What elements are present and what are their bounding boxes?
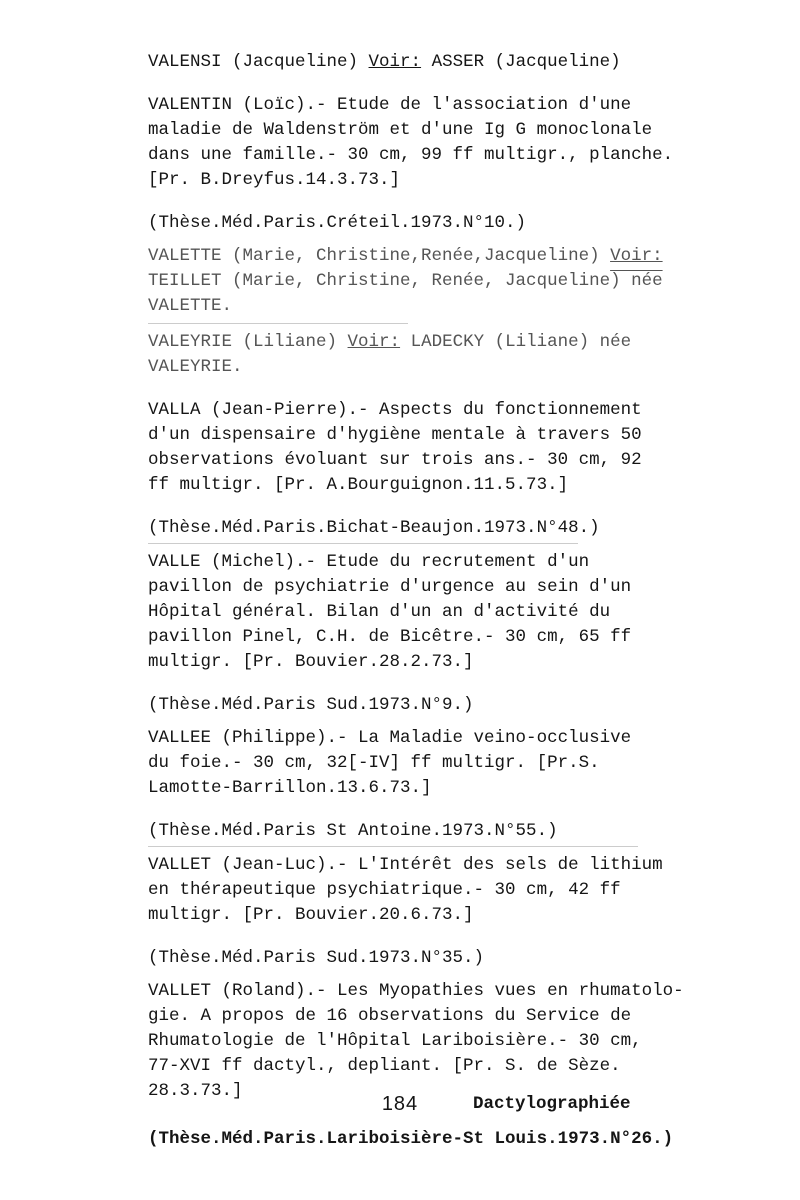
reference-target: ASSER (Jacqueline) [421,52,621,72]
entry-line: VALEYRIE. [148,357,243,377]
entry-line: du foie.- 30 cm, 32[-IV] ff multigr. [Pr.S. [148,753,600,773]
entry-name: VALENSI (Jacqueline) [148,52,369,72]
entry-name: VALEYRIE (Liliane) [148,332,348,352]
entry-line: Rhumatologie de l'Hôpital Lariboisière.- 30 cm, [148,1031,642,1051]
entry-line [148,50,668,75]
thesis-reference: (Thèse.Méd.Paris.Bichat-Beaujon.1973.N°48.) [148,518,600,538]
entry-line: Hôpital général. Bilan d'un an d'activité du [148,602,611,622]
see-reference: Voir: [368,52,422,72]
entry-line: maladie de Waldenström et d'une Ig G monoclonale [148,120,653,140]
entry-line: VALLE (Michel).- Etude du recrutement d'un [148,552,590,572]
page-number: 184 [381,1093,419,1115]
entry-line: VALLA (Jean-Pierre).- Aspects du fonctionnement [148,400,642,420]
catalog-entry-valeyrie [148,330,668,380]
entry-line: Lamotte-Barrillon.13.6.73.] [148,778,432,798]
entry-line: ff multigr. [Pr. A.Bourguignon.11.5.73.] [148,475,569,495]
entry-line: 28.3.73.] [148,1081,243,1101]
entry-line: observations évoluant sur trois ans.- 30 cm, 92 [148,450,642,470]
separator-line [148,543,578,544]
entry-line: gie. A propos de 16 observations du Service de [148,1006,632,1026]
catalog-page [148,50,684,1152]
separator-line [148,846,638,847]
entry-line: VALLET (Jean-Luc).- L'Intérêt des sels de lithium [148,855,663,875]
catalog-entry-valle [148,550,668,675]
entry-line: en thérapeutique psychiatrique.- 30 cm, 42 ff [148,880,621,900]
catalog-entry-valla [148,398,668,498]
entry-line: VALLEE (Philippe).- La Maladie veino-occlusive [148,728,632,748]
entry-line: multigr. [Pr. Bouvier.20.6.73.] [148,905,474,925]
entry-line: d'un dispensaire d'hygiène mentale à travers 50 [148,425,642,445]
entry-line: pavillon Pinel, C.H. de Bicêtre.- 30 cm, 65 ff [148,627,632,647]
entry-line: VALETTE. [148,296,233,316]
thesis-reference: (Thèse.Méd.Paris St Antoine.1973.N°55.) [148,821,558,841]
entry-name: VALETTE (Marie, Christine,Renée,Jacqueline) [148,246,611,266]
see-reference: Voir: [347,332,401,352]
entry-line: dans une famille.- 30 cm, 99 ff multigr., planche. [148,145,674,165]
see-reference: Voir: [610,246,663,266]
thesis-reference: (Thèse.Méd.Paris Sud.1973.N°35.) [148,948,485,968]
catalog-entry-valentin [148,93,674,193]
entry-line: multigr. [Pr. Bouvier.28.2.73.] [148,652,474,672]
entry-line [148,330,668,355]
entry-line: [Pr. B.Dreyfus.14.3.73.] [148,170,401,190]
reference-suffix: ) née [610,271,663,291]
thesis-reference: (Thèse.Méd.Paris.Lariboisière-St Louis.1973.N°26.) [148,1129,674,1149]
entry-line: pavillon de psychiatrie d'urgence au sein d'un [148,577,632,597]
catalog-entry-vallet-jean-luc [148,853,668,928]
typescript-note: Dactylographiée [473,1094,631,1114]
catalog-entry-valette [148,244,668,319]
entry-line: 77-XVI ff dactyl., depliant. [Pr. S. de Sèze. [148,1056,621,1076]
catalog-entry-valensi [148,50,668,75]
catalog-entry-vallee-philippe [148,726,668,801]
entry-line [148,269,668,294]
reference-target: TEILLET (Marie, Christine, Renée, Jacqueline [148,271,611,291]
entry-line: VALLET (Roland).- Les Myopathies vues en rhumatolo- [148,981,684,1001]
separator-line [148,323,408,324]
entry-line: VALENTIN (Loïc).- Etude de l'association d'une [148,95,632,115]
reference-target: LADECKY (Liliane) née [400,332,632,352]
thesis-reference: (Thèse.Méd.Paris Sud.1973.N°9.) [148,695,474,715]
thesis-reference: (Thèse.Méd.Paris.Créteil.1973.N°10.) [148,213,527,233]
entry-line [148,244,668,269]
